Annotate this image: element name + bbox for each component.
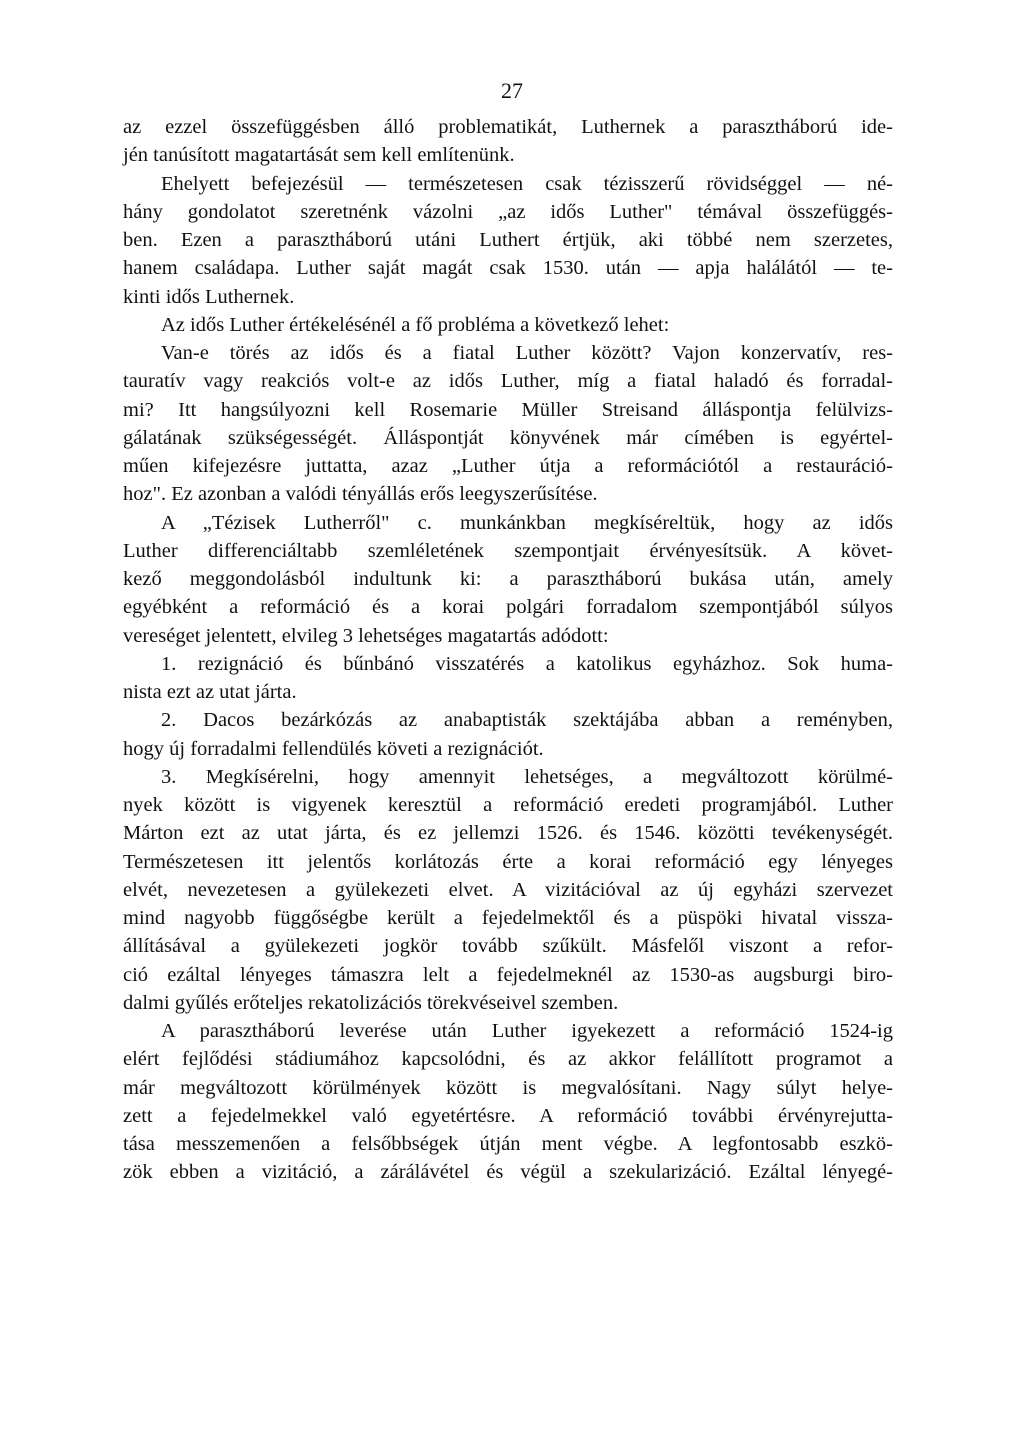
text-line: állításával a gyülekezeti jogkör tovább szűkült. Másfelől viszont a refor- — [123, 935, 893, 958]
body-text — [123, 113, 893, 1187]
text-line: zett a fejedelmekkel való egyetértésre. A reformáció további érvényrejutta- — [123, 1104, 893, 1127]
text-line: Luther differenciáltabb szemléletének szempontjait érvényesítsük. A követ- — [123, 539, 893, 562]
text-line: kező meggondolásból indultunk ki: a parasztháború bukása után, amely — [123, 568, 893, 590]
text-line: A „Tézisek Lutherről" c. munkánkban megkíséreltük, hogy az idős — [161, 511, 893, 534]
page-number: 27 — [501, 78, 523, 103]
text-line: 1. rezignáció és bűnbánó visszatérés a katolikus egyházhoz. Sok huma- — [161, 652, 893, 675]
text-line: ben. Ezen a parasztháború utáni Luthert értjük, aki többé nem szerzetes, — [123, 229, 893, 251]
text-line: Ehelyett befejezésül — természetesen csak tézisszerű rövidséggel — né- — [161, 172, 893, 195]
text-line: Az idős Luther értékelésénél a fő probléma a következő lehet: — [161, 313, 670, 336]
text-line: tása messzemenően a felsőbbségek útján ment végbe. A legfontosabb eszkö- — [123, 1133, 893, 1155]
text-line: vereséget jelentett, elvileg 3 lehetséges magatartás adódott: — [123, 624, 609, 647]
text-line: az ezzel összefüggésben álló problematikát, Luthernek a parasztháború ide- — [123, 116, 893, 138]
text-line: hanem családapa. Luther saját magát csak 1530. után — apja halálától — te- — [123, 257, 893, 280]
text-line: mind nagyobb függőségbe került a fejedelmektől és a püspöki hivatal vissza- — [123, 907, 893, 929]
text-line: dalmi gyűlés erőteljes rekatolizációs törekvéseivel szemben. — [123, 991, 619, 1014]
text-line: elvét, nevezetesen a gyülekezeti elvet. A vizitációval az új egyházi szervezet — [123, 878, 893, 901]
text-line: mi? Itt hangsúlyozni kell Rosemarie Müller Streisand álláspontja felülvizs- — [123, 398, 893, 421]
text-line: már megváltozott körülmények között is megvalósítani. Nagy súlyt helye- — [123, 1076, 893, 1099]
text-line: nista ezt az utat járta. — [123, 681, 297, 703]
text-line: Márton ezt az utat járta, és ez jellemzi 1526. és 1546. közötti tevékenységét. — [123, 822, 893, 845]
text-line: kinti idős Luthernek. — [123, 285, 295, 308]
text-line: ció ezáltal lényeges támaszra lelt a fejedelmeknél az 1530-as augsburgi biro- — [123, 963, 893, 986]
text-line: 2. Dacos bezárkózás az anabaptisták szektájába abban a reményben, — [161, 709, 893, 732]
text-line: jén tanúsított magatartását sem kell említenünk. — [123, 144, 515, 167]
text-line: Természetesen itt jelentős korlátozás érte a korai reformáció egy lényeges — [123, 850, 893, 873]
text-line: Van-e törés az idős és a fiatal Luther között? Vajon konzervatív, res- — [161, 342, 893, 364]
text-line: gálatának szükségességét. Álláspontját könyvének már címében is egyértel- — [123, 426, 893, 449]
text-line: tauratív vagy reakciós volt-e az idős Luther, míg a fiatal haladó és forradal- — [123, 370, 893, 393]
text-line: egyébként a reformáció és a korai polgári forradalom szempontjából súlyos — [123, 596, 893, 619]
text-line: nyek között is vigyenek keresztül a reformáció eredeti programjából. Luther — [123, 794, 893, 816]
text-line: 3. Megkísérelni, hogy amennyit lehetséges, a megváltozott körülmé- — [161, 765, 893, 788]
text-line: hány gondolatot szeretnénk vázolni „az idős Luther" témával összefüggés- — [123, 200, 893, 223]
text-line: A parasztháború leverése után Luther igyekezett a reformáció 1524-ig — [161, 1020, 893, 1042]
text-line: hogy új forradalmi fellendülés követi a rezignációt. — [123, 737, 544, 760]
text-line: hoz". Ez azonban a valódi tényállás erős leegyszerűsítése. — [123, 483, 598, 506]
text-line: zök ebben a vizitáció, a zárálávétel és végül a szekularizáció. Ezáltal lényegé- — [123, 1161, 893, 1184]
text-line: elért fejlődési stádiumához kapcsolódni, és az akkor felállított programot a — [123, 1048, 893, 1071]
text-line: műen kifejezésre juttatta, azaz „Luther útja a reformációtól a restauráció- — [123, 455, 893, 477]
